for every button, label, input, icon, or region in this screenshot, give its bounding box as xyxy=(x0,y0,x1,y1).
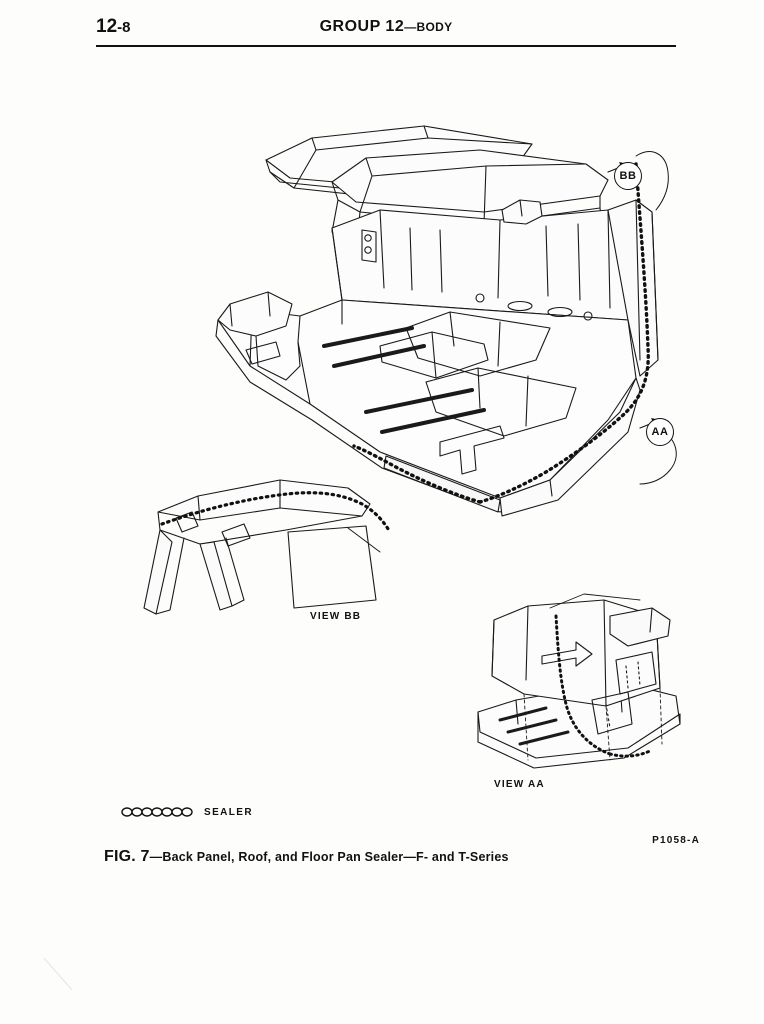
page-header xyxy=(96,16,676,46)
body-shell-line-drawing xyxy=(80,60,700,850)
sealer-legend xyxy=(120,805,253,819)
header-divider xyxy=(96,45,676,47)
figure-caption-text: —Back Panel, Roof, and Floor Pan Sealer—F- and T-Series xyxy=(149,850,509,864)
sealer-bead-symbol-icon xyxy=(120,805,196,819)
figure-caption-label: FIG. 7 xyxy=(104,848,150,865)
figure-caption xyxy=(104,848,509,866)
callout-bb: BB xyxy=(614,162,642,190)
figure-illustration xyxy=(80,60,700,850)
scan-artifact xyxy=(42,956,82,996)
callout-aa: AA xyxy=(646,418,674,446)
page-number: 12-8 xyxy=(96,16,131,37)
view-bb-label: VIEW BB xyxy=(310,611,362,622)
header-title: GROUP 12—BODY xyxy=(319,18,453,35)
plate-number: P1058-A xyxy=(652,835,700,846)
sealer-legend-label: SEALER xyxy=(204,806,253,818)
view-aa-label: VIEW AA xyxy=(494,779,545,790)
